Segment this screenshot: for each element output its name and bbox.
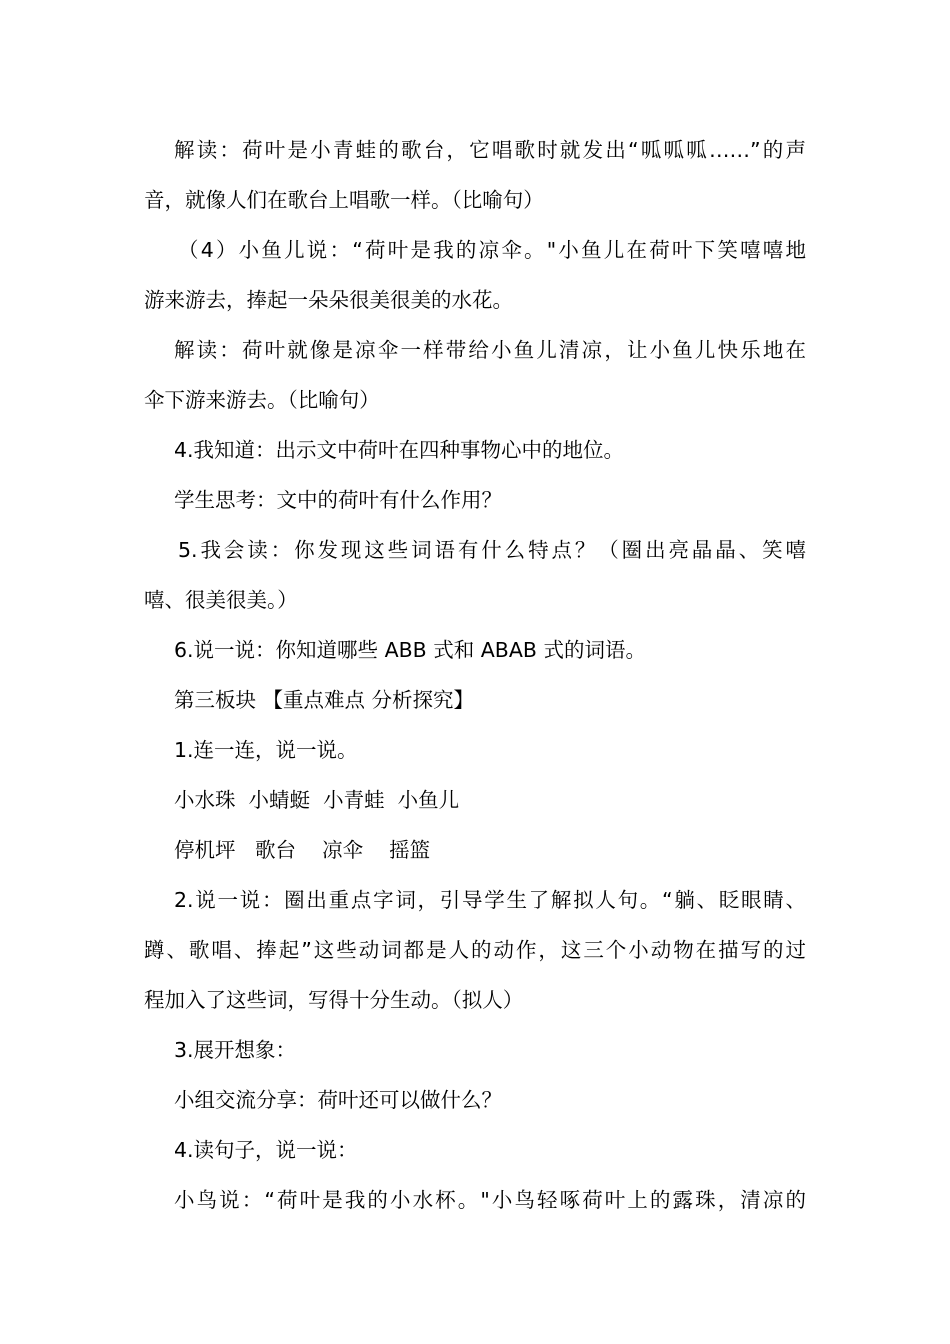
paragraph-line: 1.连一连，说一说。 <box>174 738 358 762</box>
paragraph-line: 5.我会读：你发现这些词语有什么特点？（圈出亮晶晶、笑嘻 <box>178 538 806 562</box>
paragraph-line: （4）小鱼儿说：“荷叶是我的凉伞。"小鱼儿在荷叶下笑嘻嘻地 <box>178 238 806 262</box>
section-heading: 第三板块 【重点难点 分析探究】 <box>174 688 475 712</box>
paragraph-line: 小组交流分享：荷叶还可以做什么？ <box>174 1088 502 1112</box>
paragraph-line: 游来游去，捧起一朵朵很美很美的水花。 <box>144 288 513 312</box>
paragraph-line: 蹲、歌唱、捧起”这些动词都是人的动作，这三个小动物在描写的过 <box>144 938 806 962</box>
paragraph-line: 音，就像人们在歌台上唱歌一样。（比喻句） <box>144 188 544 212</box>
paragraph-line: 小鸟说：“荷叶是我的小水杯。"小鸟轻啄荷叶上的露珠，清凉的 <box>174 1188 806 1212</box>
paragraph-line: 2.说一说：圈出重点字词，引导学生了解拟人句。“躺、眨眼睛、 <box>174 888 806 912</box>
paragraph-line: 3.展开想象： <box>174 1038 297 1062</box>
paragraph-line: 4.读句子，说一说： <box>174 1138 358 1162</box>
paragraph-line: 6.说一说：你知道哪些 ABB 式和 ABAB 式的词语。 <box>174 638 646 662</box>
paragraph-line: 解读：荷叶是小青蛙的歌台，它唱歌时就发出“呱呱呱……”的声 <box>174 138 806 162</box>
paragraph-line: 程加入了这些词，写得十分生动。（拟人） <box>144 988 524 1012</box>
paragraph-line: 解读：荷叶就像是凉伞一样带给小鱼儿清凉，让小鱼儿快乐地在 <box>174 338 806 362</box>
word-list-objects: 停机坪 歌台 凉伞 摇篮 <box>174 838 431 862</box>
paragraph-line: 学生思考：文中的荷叶有什么作用？ <box>174 488 502 512</box>
paragraph-line: 4.我知道：出示文中荷叶在四种事物心中的地位。 <box>174 438 625 462</box>
word-list-animals: 小水珠 小蜻蜓 小青蛙 小鱼儿 <box>174 788 460 812</box>
paragraph-line: 嘻、很美很美。） <box>144 588 298 612</box>
paragraph-line: 伞下游来游去。（比喻句） <box>144 388 380 412</box>
